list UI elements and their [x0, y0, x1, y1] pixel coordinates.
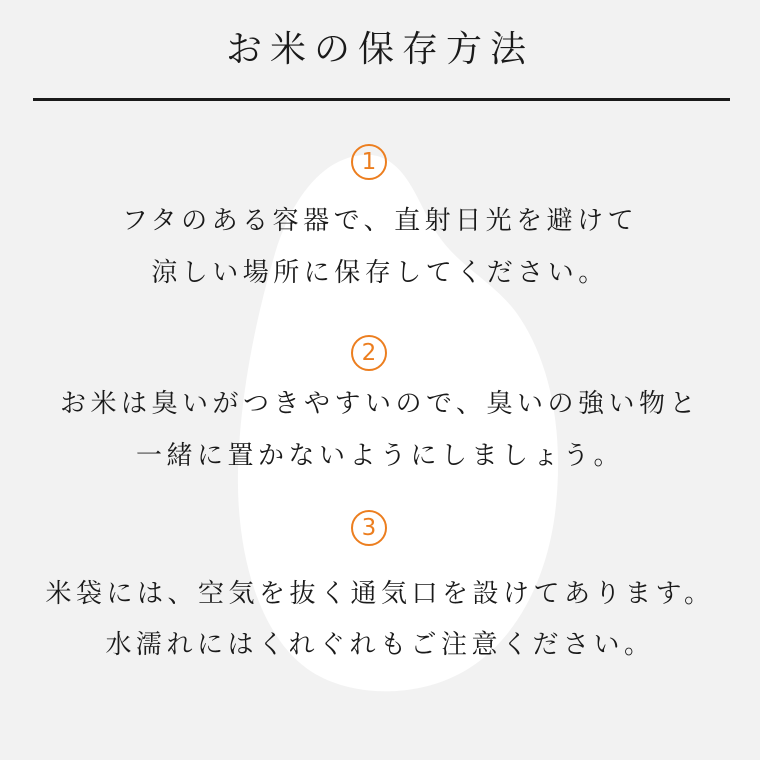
- tip-1-number-badge: 1: [351, 144, 387, 180]
- title-underline: [33, 98, 730, 101]
- tip-1-line-1: フタのある容器で、直射日光を避けて: [121, 206, 639, 236]
- page-title: お米の保存方法: [225, 29, 534, 70]
- tip-2-line-2: 一緒に置かないようにしましょう。: [135, 441, 624, 471]
- tip-2-number-badge: 2: [351, 335, 387, 371]
- tip-1-line-2: 涼しい場所に保存してください。: [151, 258, 609, 288]
- tip-3-line-1: 米袋には、空気を抜く通気口を設けてあります。: [45, 579, 715, 609]
- tip-2-line-1: お米は臭いがつきやすいので、臭いの強い物と: [60, 389, 700, 419]
- tip-3-number-badge: 3: [351, 510, 387, 546]
- tip-3-line-2: 水濡れにはくれぐれもご注意ください。: [105, 630, 655, 660]
